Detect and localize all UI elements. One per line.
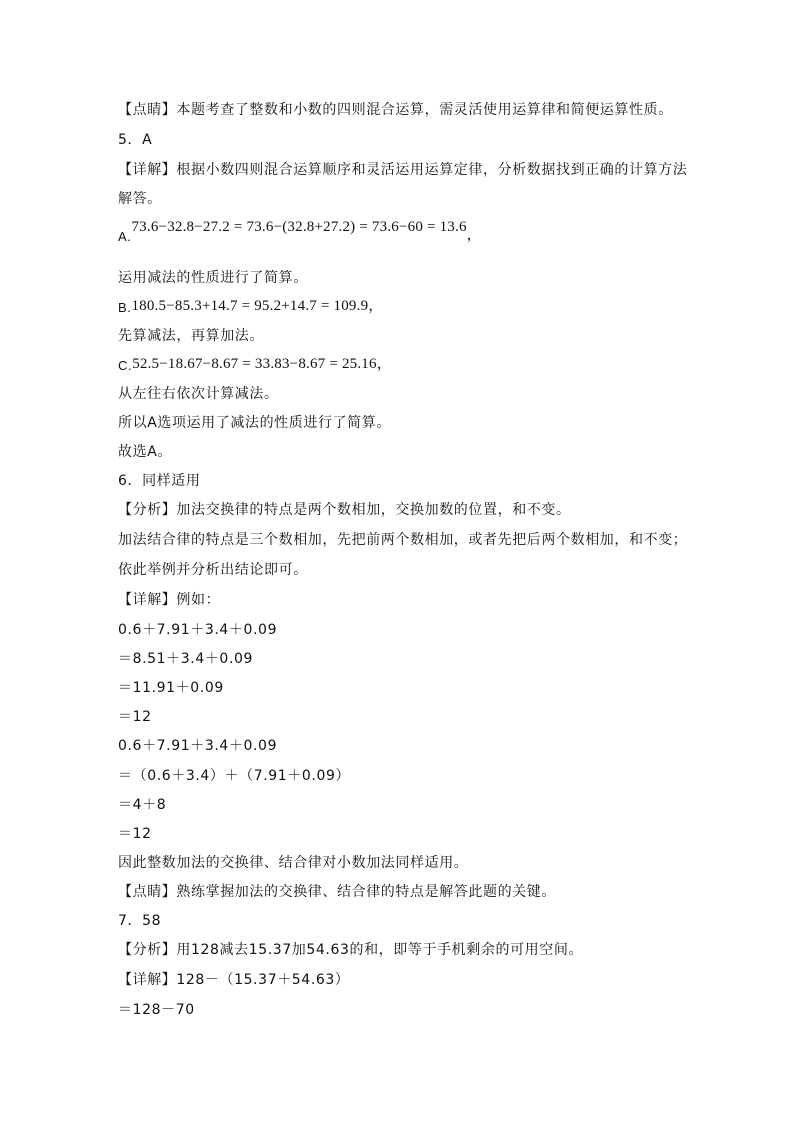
text-line: 依此举例并分析出结论即可。: [118, 562, 308, 578]
option-c-expression: 52.5−18.67−8.67 = 33.83−8.67 = 25.16: [132, 356, 377, 372]
option-c-label: C.: [118, 358, 133, 373]
option-c-formula: [118, 355, 392, 373]
question-number: 5．A: [118, 132, 153, 148]
option-b-label: B.: [118, 300, 132, 315]
math-line: ＝4＋8: [118, 797, 167, 813]
option-a-formula: [118, 218, 482, 244]
math-line: ＝11.91＋0.09: [118, 680, 224, 696]
math-line: ＝128－70: [118, 1002, 195, 1018]
text-line: 【详解】根据小数四则混合运算顺序和灵活运用运算定律，分析数据找到正确的计算方法: [118, 162, 688, 178]
text-line: 【点睛】本题考查了整数和小数的四则混合运算，需灵活使用运算律和简便运算性质。: [118, 102, 673, 118]
text-line: 【详解】例如：: [118, 592, 221, 608]
text-line: 因此整数加法的交换律、结合律对小数加法同样适用。: [118, 855, 469, 871]
math-line: 0.6＋7.91＋3.4＋0.09: [118, 738, 278, 754]
math-line: 0.6＋7.91＋3.4＋0.09: [118, 622, 278, 638]
option-b-expression: 180.5−85.3+14.7 = 95.2+14.7 = 109.9: [131, 298, 369, 314]
text-line: 解答。: [118, 191, 162, 207]
option-a-comma: ，: [466, 227, 482, 243]
text-line: 所以A选项运用了减法的性质进行了简算。: [118, 415, 391, 431]
option-c-comma: ，: [376, 356, 392, 372]
option-b-comma: ，: [368, 298, 384, 314]
text-line: 故选A。: [118, 444, 172, 460]
option-b-formula: [118, 297, 384, 315]
text-line: 加法结合律的特点是三个数相加，先把前两个数相加，或者先把后两个数相加，和不变；: [118, 532, 688, 548]
text-line: 【详解】128－（15.37＋54.63）: [118, 972, 350, 988]
text-line: 运用减法的性质进行了简算。: [118, 270, 308, 286]
math-line: ＝12: [118, 709, 152, 725]
text-line: 【分析】加法交换律的特点是两个数相加，交换加数的位置，和不变。: [118, 502, 571, 518]
question-number: 6．同样适用: [118, 473, 201, 489]
text-line: 先算减法，再算加法。: [118, 328, 264, 344]
math-line: ＝（0.6＋3.4）＋（7.91＋0.09）: [118, 768, 351, 784]
text-line: 从左往右依次计算减法。: [118, 386, 279, 402]
option-a-label: A.: [118, 229, 132, 244]
question-number: 7．58: [118, 913, 162, 929]
math-line: ＝12: [118, 826, 152, 842]
text-line: 【分析】用128减去15.37加54.63的和，即等于手机剩余的可用空间。: [118, 942, 584, 958]
option-a-expression: 73.6−32.8−27.2 = 73.6−(32.8+27.2) = 73.6−60 = 13.6: [131, 219, 467, 235]
math-line: ＝8.51＋3.4＋0.09: [118, 651, 254, 667]
text-line: 【点睛】熟练掌握加法的交换律、结合律的特点是解答此题的关键。: [118, 884, 556, 900]
